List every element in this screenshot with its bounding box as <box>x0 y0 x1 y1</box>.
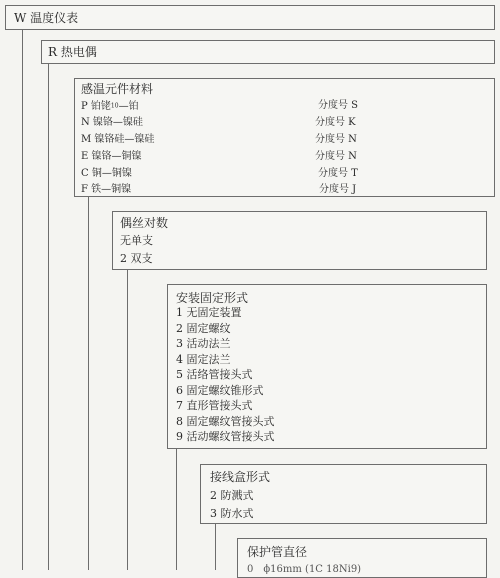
connector-line-6 <box>215 524 216 570</box>
mounting-option: 5 活络管接头式 <box>176 368 253 381</box>
mounting-option: 1 无固定装置 <box>176 306 242 319</box>
level-6-title: 接线盒形式 <box>210 470 271 484</box>
material-row <box>81 150 481 164</box>
connector-line-4 <box>127 270 128 570</box>
level-5-title: 安装固定形式 <box>176 291 249 305</box>
pair-option: 2 双支 <box>120 252 153 265</box>
material-row <box>81 133 481 147</box>
junction-box-option: 2 防溅式 <box>210 489 254 502</box>
material-name: F 铁—铜镍 <box>81 184 132 195</box>
graduation-code: 分度号 N <box>315 134 357 145</box>
material-row <box>81 167 481 181</box>
mounting-option: 2 固定螺纹 <box>176 322 231 335</box>
mounting-option: 3 活动法兰 <box>176 337 231 350</box>
material-row <box>81 183 481 197</box>
connector-line-1 <box>22 30 23 570</box>
junction-box-option: 3 防水式 <box>210 507 254 520</box>
material-name: P 铂铑10—铂 <box>81 100 139 112</box>
mounting-option: 6 固定螺纹锥形式 <box>176 384 264 397</box>
graduation-code: 分度号 S <box>318 100 359 111</box>
level-7-title: 保护管直径 <box>247 545 308 559</box>
level-1-box <box>5 5 495 30</box>
material-name: E 镍铬—铜镍 <box>81 151 142 162</box>
level-4-box <box>112 211 487 270</box>
level-3-box <box>74 78 495 197</box>
level-5-box <box>167 284 487 449</box>
level-2-box <box>41 40 495 64</box>
diameter-option-partial: 0 ϕ16mm (1C 18Ni9) <box>247 564 362 575</box>
level-1-title: W 温度仪表 <box>14 11 79 25</box>
mounting-option: 8 固定螺纹管接头式 <box>176 415 275 428</box>
pair-option: 无单支 <box>120 234 153 247</box>
level-2-title: R 热电偶 <box>48 45 97 59</box>
mounting-option: 4 固定法兰 <box>176 353 231 366</box>
connector-line-3 <box>88 197 89 570</box>
connector-line-2 <box>48 64 49 570</box>
material-row <box>81 116 481 130</box>
mounting-option: 7 直形管接头式 <box>176 399 253 412</box>
level-4-title: 偶丝对数 <box>120 216 169 230</box>
graduation-code: 分度号 K <box>315 117 356 128</box>
material-row <box>81 99 481 114</box>
material-name: C 铜—铜镍 <box>81 168 132 179</box>
level-3-title: 感温元件材料 <box>81 82 154 96</box>
connector-line-5 <box>176 449 177 570</box>
graduation-code: 分度号 J <box>319 184 357 195</box>
material-name: N 镍铬—镍硅 <box>81 117 143 128</box>
graduation-code: 分度号 N <box>315 151 357 162</box>
material-name: M 镍铬硅—镍硅 <box>81 134 155 145</box>
mounting-option: 9 活动螺纹管接头式 <box>176 430 275 443</box>
level-7-box <box>237 538 487 578</box>
level-6-box <box>200 464 487 524</box>
graduation-code: 分度号 T <box>318 168 358 179</box>
